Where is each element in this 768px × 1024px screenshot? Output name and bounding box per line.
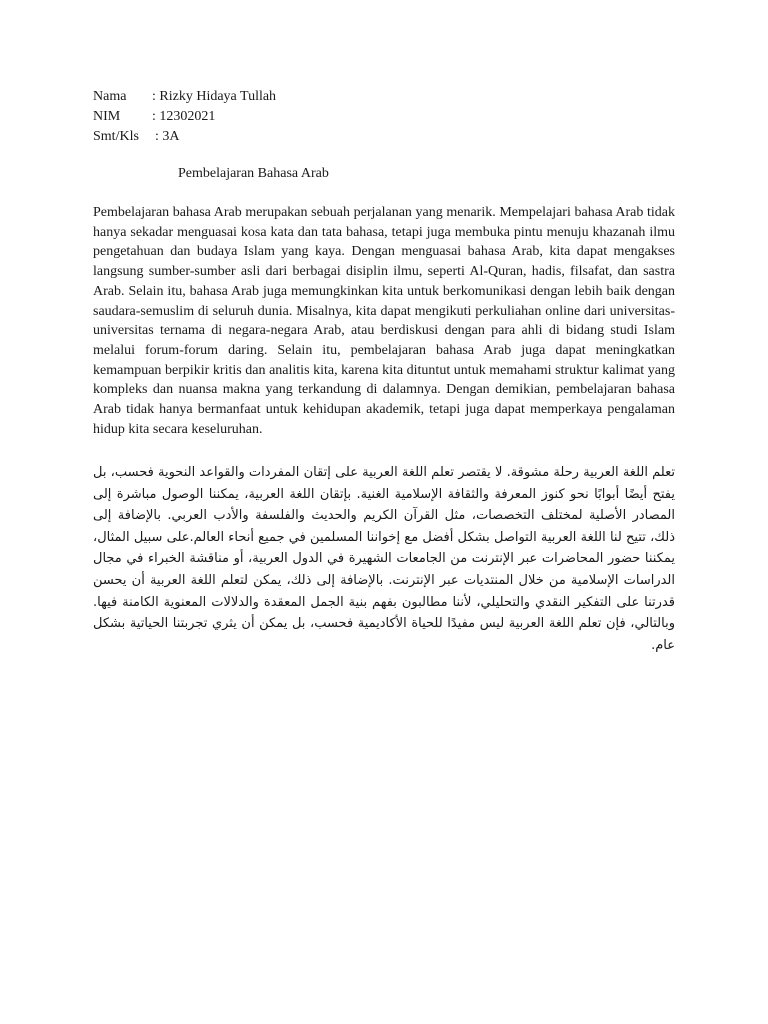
document-title: Pembelajaran Bahasa Arab bbox=[178, 166, 329, 181]
arabic-paragraph: تعلم اللغة العربية رحلة مشوقة. لا يقتصر تعلم اللغة العربية على إتقان المفردات والقواعد النحوية فحسب، بل يفتح أيضًا أبوابًا نحو كنوز المعرفة والثقافة الإسلامية الغنية. بإتقان اللغة العربية، يمكننا الوصول مباشرة إلى المصادر الأصلية لمختلف التخصصات، مثل القرآن الكريم والحديث والفلسفة والأدب العربي. بالإضافة إلى ذلك، تتيح لنا اللغة العربية التواصل بشكل أفضل مع إخواننا المسلمين في جميع أنحاء العالم.على سبيل المثال، يمكننا حضور المحاضرات عبر الإنترنت من الجامعات الشهيرة في الدول العربية، أو مناقشة الخبراء في مجال الدراسات الإسلامية من خلال المنتديات عبر الإنترنت. بالإضافة إلى ذلك، يمكن لتعلم اللغة العربية أن يحسن قدرتنا على التفكير النقدي والتحليلي، لأننا مطالبون بفهم بنية الجمل المعقدة والدلالات المعنوية الكامنة فيها. وبالتالي، فإن تعلم اللغة العربية ليس مفيدًا للحياة الأكاديمية فحسب، بل يمكن أن يثري تجربتنا الحياتية بشكل عام. bbox=[93, 465, 675, 653]
class-value: : 3A bbox=[155, 129, 180, 144]
name-value: : Rizky Hidaya Tullah bbox=[152, 89, 277, 104]
nim-row bbox=[93, 107, 276, 127]
indonesian-paragraph: Pembelajaran bahasa Arab merupakan sebuah perjalanan yang menarik. Mempelajari bahasa Arab tidak hanya sekadar menguasai kosa kata dan tata bahasa, tetapi juga membuka pintu menuju khazanah ilmu pengetahuan dan budaya Islam yang kaya. Dengan menguasai bahasa Arab, kita dapat mengakses langsung sumber-sumber asli dari berbagai disiplin ilmu, seperti Al-Quran, hadis, filsafat, dan sastra Arab. Selain itu, bahasa Arab juga memungkinkan kita untuk berkomunikasi dengan lebih baik dengan saudara-semuslim di seluruh dunia. Misalnya, kita dapat mengikuti perkuliahan online dari universitas-universitas ternama di negara-negara Arab, atau berdiskusi dengan para ahli di bidang studi Islam melalui forum-forum daring. Selain itu, pembelajaran bahasa Arab juga dapat meningkatkan kemampuan berpikir kritis dan analitis kita, karena kita dituntut untuk memahami struktur kalimat yang kompleks dan nuansa makna yang terkandung di dalamnya. Dengan demikian, pembelajaran bahasa Arab tidak hanya bermanfaat untuk kehidupan akademik, tetapi juga dapat memperkaya pengalaman hidup kita secara keseluruhan. bbox=[93, 205, 675, 437]
name-row bbox=[93, 87, 276, 107]
student-info bbox=[93, 87, 276, 147]
name-label: Nama bbox=[93, 89, 127, 104]
nim-value: : 12302021 bbox=[152, 109, 216, 124]
class-label: Smt/Kls bbox=[93, 129, 139, 144]
nim-label: NIM bbox=[93, 109, 121, 124]
class-row bbox=[93, 127, 276, 147]
